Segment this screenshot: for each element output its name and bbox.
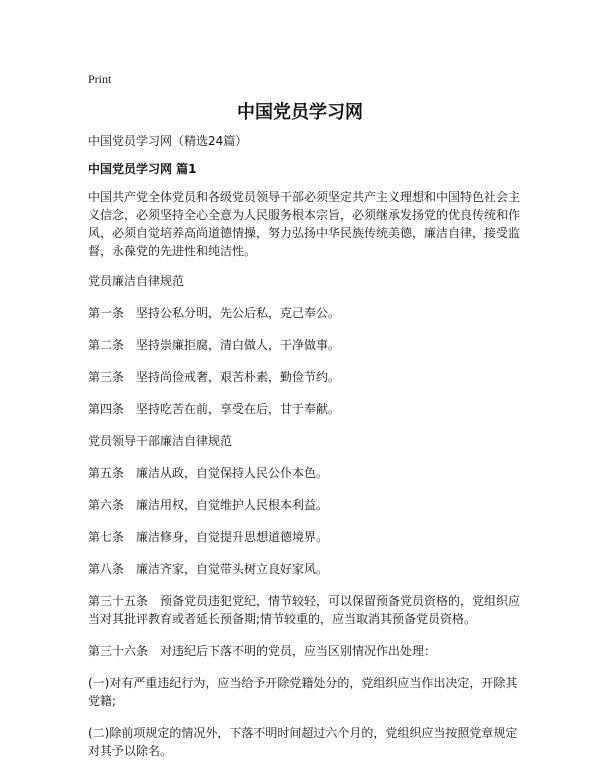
document-subtitle: 中国党员学习网（精选24篇） [88, 134, 248, 148]
intro-paragraph: 中国共产党全体党员和各级党员领导干部必须坚定共产主义理想和中国特色社会主义信念，必须坚持全心全意为人民服务根本宗旨，必须继承发扬党的优良传统和作风，必须自觉培养高尚道德情操，努力弘扬中华民族传统美德，廉洁自律，接受监督，永葆党的先进性和纯洁性。 [88, 190, 521, 258]
member-rule: 第三条 坚持尚俭戒奢，艰苦朴素，勤俭节约。 [88, 370, 341, 384]
page-title: 中国党员学习网 [237, 102, 363, 123]
article-36-item-1: (一)对有严重违纪行为，应当给予开除党籍处分的，党组织应当作出决定，开除其党籍; [88, 676, 518, 708]
article-36-item-2: (二)除前项规定的情况外，下落不明时间超过六个月的，党组织应当按照党章规定对其予以除名。 [88, 726, 518, 758]
heading-member-rules: 党员廉洁自律规范 [88, 274, 185, 288]
heading-leader-rules: 党员领导干部廉洁自律规范 [88, 434, 233, 448]
leader-rule: 第八条 廉洁齐家，自觉带头树立良好家风。 [88, 562, 329, 576]
member-rule: 第二条 坚持崇廉拒腐，清白做人，干净做事。 [88, 338, 341, 352]
print-label: Print [88, 72, 112, 86]
member-rule: 第四条 坚持吃苦在前，享受在后，甘于奉献。 [88, 402, 341, 416]
section-heading: 中国党员学习网 篇1 [88, 162, 197, 176]
leader-rule: 第七条 廉洁修身，自觉提升思想道德境界。 [88, 530, 329, 544]
leader-rule: 第五条 廉洁从政，自觉保持人民公仆本色。 [88, 466, 329, 480]
article-35: 第三十五条 预备党员违犯党纪，情节较轻，可以保留预备党员资格的，党组织应当对其批评教育或者延长预备期;情节较重的，应当取消其预备党员资格。 [88, 594, 521, 626]
member-rule: 第一条 坚持公私分明，先公后私，克己奉公。 [88, 306, 341, 320]
leader-rule: 第六条 廉洁用权，自觉维护人民根本利益。 [88, 498, 329, 512]
document-body [88, 132, 520, 774]
article-36: 第三十六条 对违纪后下落不明的党员，应当区别情况作出处理： [88, 644, 437, 658]
